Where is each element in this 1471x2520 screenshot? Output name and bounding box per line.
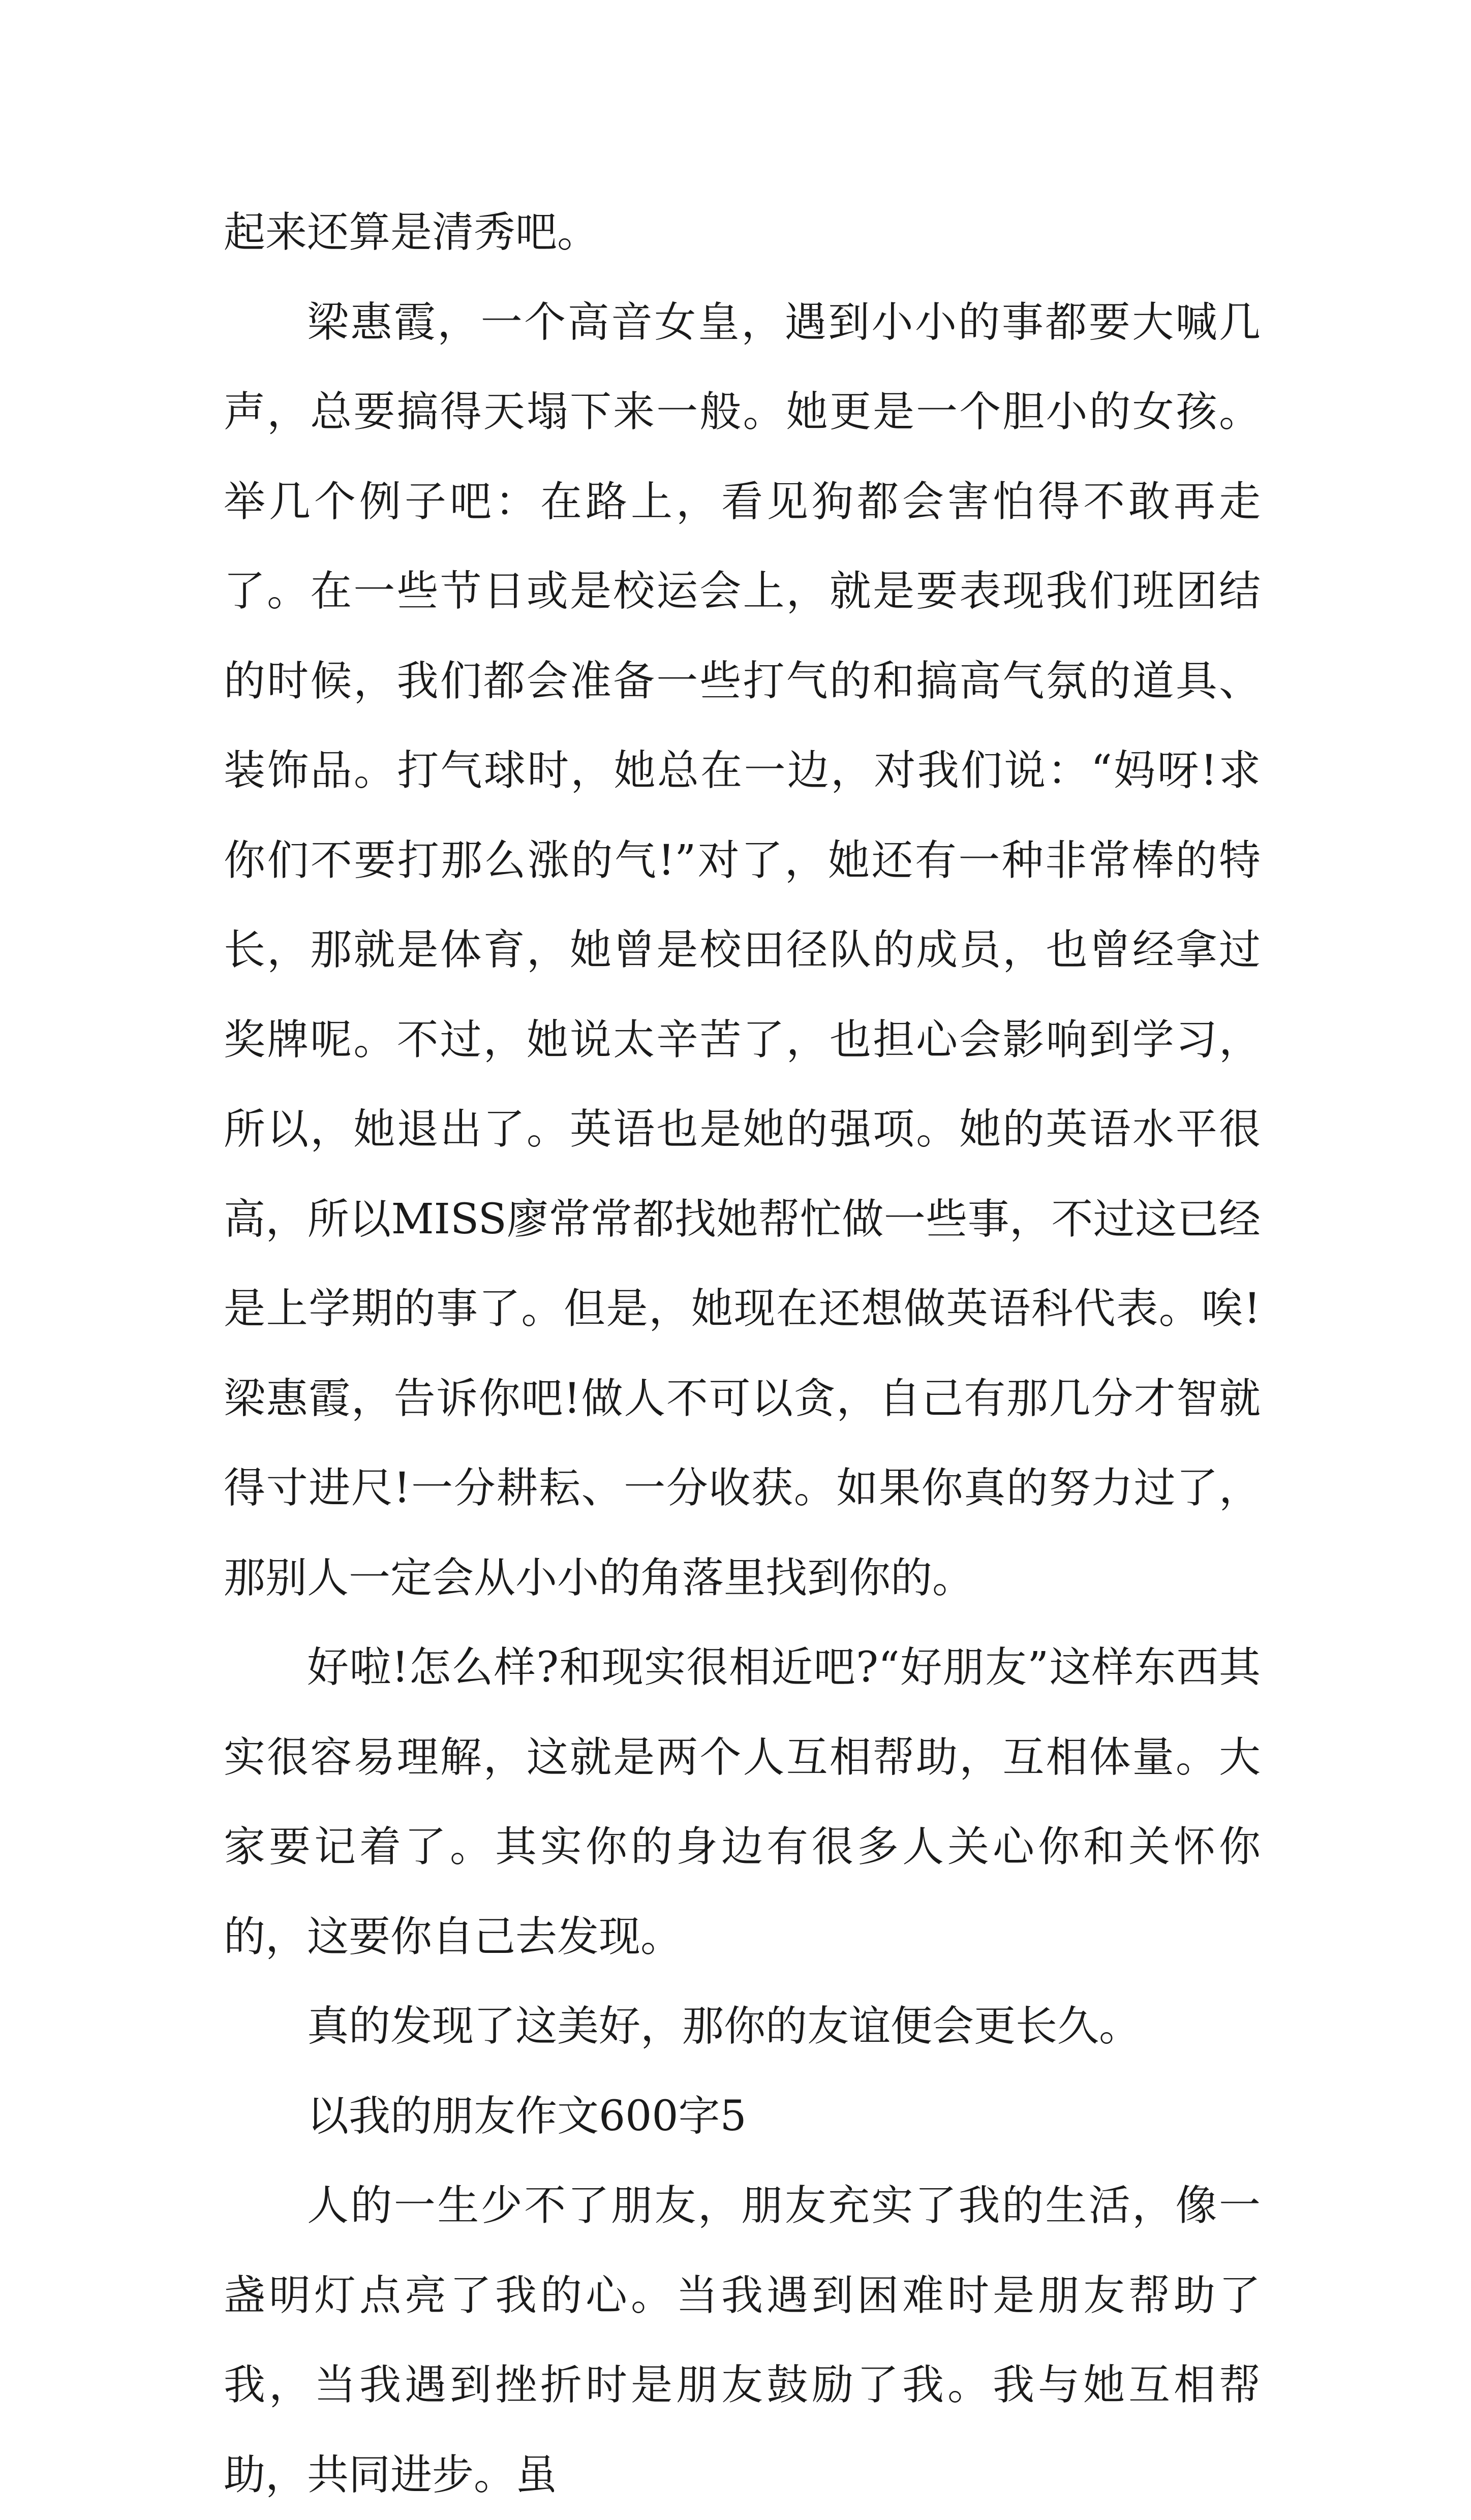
paragraph-5: 人的一生少不了朋友，朋友充实了我的生活，像一盏明灯点亮了我的心。当我遇到困难时是朋友帮助了我，当我遇到挫折时是朋友鼓励了我。我与她互相帮助，共同进步。虽: [224, 2182, 1261, 2499]
document-body: [224, 188, 1261, 2520]
paragraph-4: 真的发现了这美好，那你的友谊便会更长久。: [307, 2002, 1141, 2050]
section-heading: 以我的朋友作文600字5: [307, 2092, 747, 2140]
paragraph-2: 梁惠霞，一个高音女皇，遇到小小的事都要大喊几声，总要搞得天塌下来一般。她更是一个胆小的女孩。举几个例子吧：在路上，看见狗都会害怕得不敢再走了。在一些节日或是校运会上，就是要表现我们班团结的时候，我们都会准备一些打气的和搞高气氛的道具、装饰品。打气球时，她总在一边，对我们说：“妈呀!求你们不要打那么涨的气!”对了，她还有一种非常棒的特长，那就是体育，她曾是校田径队的成员，也曾经拿过奖牌呢。不过，她说太辛苦了，也担心会影响到学习，所以，她退出了。英语也是她的强项。她的英语水平很高，所以MISS廖常常都找她帮忙做一些事，不过这已经是上学期的事了。但是，她现在还想做英语科代表。唉!梁惠霞，告诉你吧!做人不可以贪，自己有那几分才智就得寸进尺!一分耕耘、一分收获。如果你真的努力过了，那别人一定会从小小的角落里找到你的。: [224, 298, 1261, 1602]
paragraph-3: 好啦!怎么样?和现实很相近吧?“好朋友”这样东西其实很容易理解，这就是两个人互相帮助，互相体量。大家要记着了。其实你的身边有很多人关心你和关怀你的，这要你自己去发现。: [224, 1643, 1261, 1961]
paragraph-1: 起来还算是清秀吧。: [224, 208, 599, 257]
